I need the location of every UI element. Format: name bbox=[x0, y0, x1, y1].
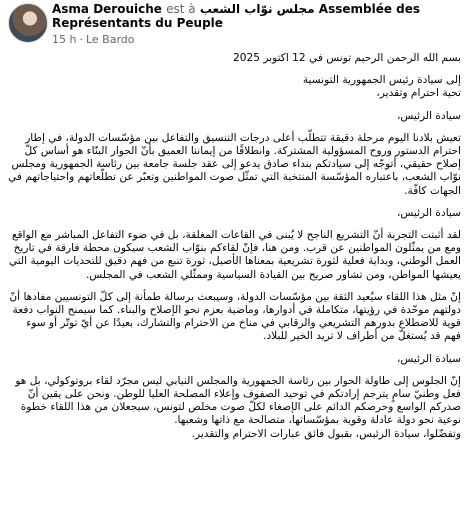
author-name[interactable]: Asma Derouiche bbox=[52, 2, 162, 16]
post-time[interactable]: 15 h bbox=[52, 33, 77, 46]
checkin-place[interactable]: مجلس نوّاب الشعب Assemblée des Représentants du Peuple bbox=[52, 2, 421, 30]
letter-paragraph: إنّ الجلوس إلى طاولة الحوار بين رئاسة الجمهورية والمجلس النيابي ليس مجرّد لقاء بروتوكولي، بل هو فعل وطنيّ سامٍ يترجم إرادتكم في توحيد الصفوف وإعلاء المصلحة العليا للوطن. ونحن على يقين أنّ صدركم الواسع وحرصكم الدائم على الإصغاء لكلّ صوت مخلص لتونس، سيجعلان من هذا اللقاء خطوة نوعية نحو دولة عادلة وقوية بمؤسّساتها، متصالحة مع ذاتها وشعبها. bbox=[15, 374, 461, 427]
post-location[interactable]: Le Bardo bbox=[85, 33, 135, 46]
post-title-line bbox=[52, 2, 462, 30]
letter-closing: وتفضّلوا، سيادة الرئيس، بقبول فائق عبارات الاحترام والتقدير. bbox=[191, 427, 461, 440]
post-header bbox=[0, 0, 467, 52]
letter-salutation: سيادة الرئيس، bbox=[396, 206, 461, 219]
post-body bbox=[8, 52, 461, 450]
letter-salutation: سيادة الرئيس، bbox=[396, 109, 461, 122]
letter-paragraph: لقد أثبتت التجربة أنّ التشريع الناجح لا يُبنى في القاعات المغلقة، بل في ضوء التفاعل المباشر مع الواقع ومع من يمثّلون المواطنين عن قرب. ومن هنا، فإنّ لقاءكم بنوّاب الشعب سيكون محطة فارقة في تاريخ العمل الوطني، وبداية فعلية لثورة تشريعية بمعناها الأصيل، ثورة تنبع من فهم دقيق للتحديات اليومية التي يعيشها المواطن، ومن تشاور صريح بين القيادة السياسية وممثّلي الشعب في المجلس. bbox=[8, 229, 461, 281]
author-avatar[interactable] bbox=[8, 3, 48, 43]
checkin-verb: est à bbox=[166, 2, 196, 16]
letter-addressee: إلى سيادة رئيس الجمهورية التونسية bbox=[302, 74, 461, 87]
letter-paragraph: تعيش بلادنا اليوم مرحلة دقيقة تتطلّب أعلى درجات التنسيق والتفاعل بين مؤسّسات الدولة، في إطار احترام الدستور وروح المسؤولية المشتركة. وانطلاقًا من إيماننا العميق بأنّ الحوار البنّاء هو أساس كلّ إصلاح حقيقي، أتوجّه إلى سيادتكم بنداء صادق يدعو إلى عقد جلسة جامعة بين رئاسة الجمهورية ومجلس نوّاب الشعب، باعتباره المؤسّسة المنتخبة التي تمثّل صوت المواطنين وتعبّر عن تطلّعاتهم واحتياجاتهم في الجهات كافّة. bbox=[8, 131, 461, 197]
letter-paragraph: إنّ مثل هذا اللقاء سيُعيد الثقة بين مؤسّسات الدولة، وسيبعث برسالة طمأنة إلى كلّ التونسيين مفادها أنّ دولتهم موحّدة في رؤيتها، متكاملة في أدوارها، وماضية بعزم نحو الإصلاح والبناء. كما سيمنح النواب دفعة قوية للاضطلاع بدورهم التشريعي والرقابي في مناخ من الاحترام والتشارك، بعيدًا عن أيّ توتّر أو سوء فهم قد يُستغلّ من أطراف لا تريد الخير للبلاد. bbox=[9, 290, 461, 343]
letter-salutation: سيادة الرئيس، bbox=[396, 352, 461, 365]
letter-date: بسم الله الرحمن الرحيم تونس في 12 اكتوبر 2025 bbox=[233, 52, 461, 64]
post-meta bbox=[52, 33, 135, 46]
letter-greeting: تحية احترام وتقدير، bbox=[376, 87, 461, 100]
meta-separator: · bbox=[79, 33, 83, 46]
